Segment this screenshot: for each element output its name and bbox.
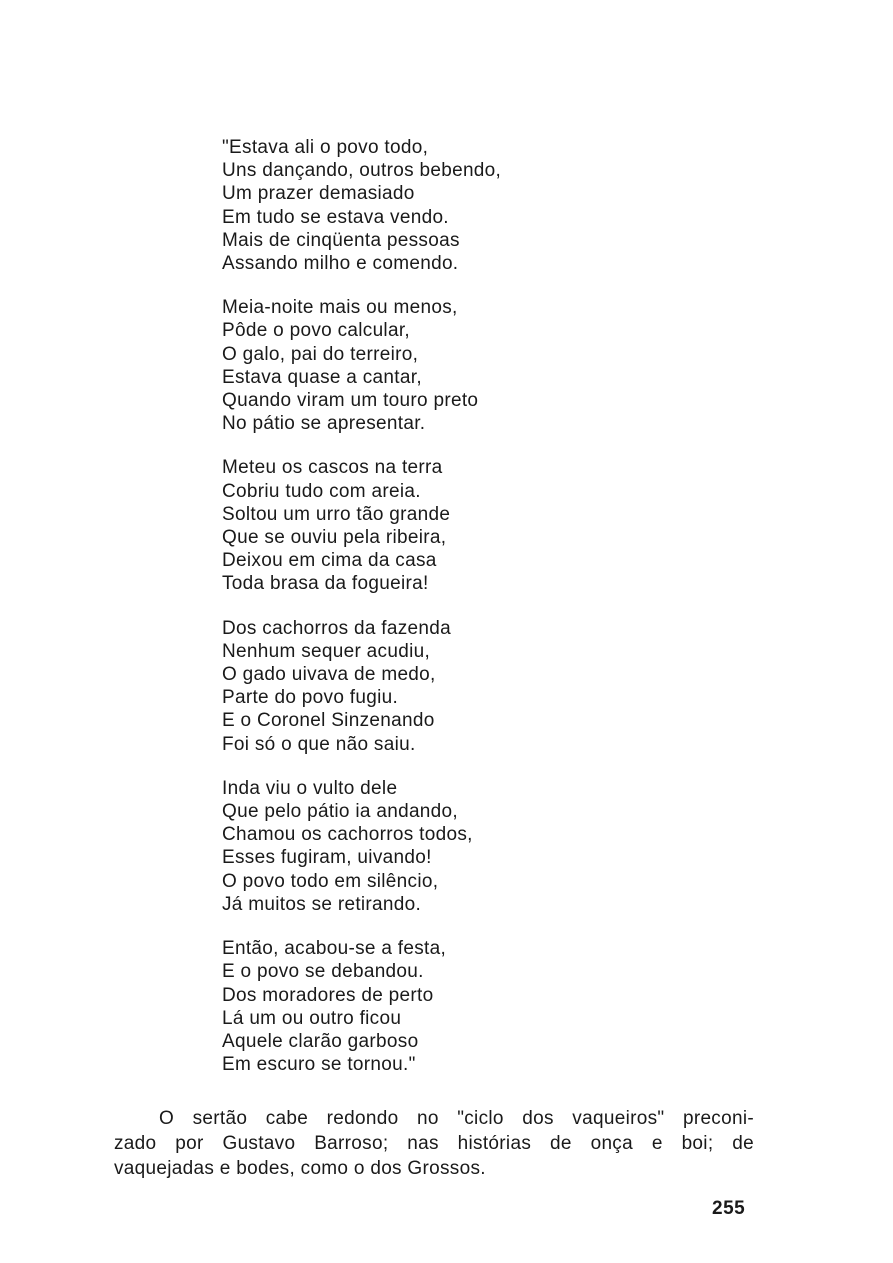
verse-line: Que se ouviu pela ribeira,: [222, 527, 447, 549]
verse-line: O gado uivava de medo,: [222, 664, 436, 686]
verse-line: Mais de cinqüenta pessoas: [222, 229, 460, 251]
stanza-1: [222, 136, 542, 275]
page-number: 255: [712, 1198, 746, 1219]
verse-line: "Estava ali o povo todo,: [222, 137, 429, 158]
verse-line: Em escuro se tornou.": [222, 1054, 416, 1076]
verse-line: Em tudo se estava vendo.: [222, 206, 449, 228]
verse-line: Um prazer demasiado: [222, 183, 415, 205]
verse-line: Soltou um urro tão grande: [222, 503, 451, 525]
verse-line: Já muitos se retirando.: [222, 893, 422, 915]
verse-line: Uns dançando, outros bebendo,: [222, 160, 502, 182]
verse-line: O povo todo em silêncio,: [222, 870, 439, 892]
verse-line: Assando milho e comendo.: [222, 253, 459, 275]
verse-line: Então, acabou-se a festa,: [222, 938, 447, 960]
stanza-3: [222, 456, 542, 595]
verse-line: Chamou os cachorros todos,: [222, 824, 473, 846]
verse-line: No pátio se apresentar.: [222, 413, 426, 435]
verse-line: Que pelo pátio ia andando,: [222, 801, 458, 823]
verse-line: O galo, pai do terreiro,: [222, 343, 419, 365]
verse-line: Estava quase a cantar,: [222, 366, 422, 388]
verse-line: Deixou em cima da casa: [222, 550, 437, 572]
verse-line: Toda brasa da fogueira!: [222, 573, 429, 595]
prose-paragraph: [114, 1106, 754, 1181]
prose-line: zado por Gustavo Barroso; nas histórias de onça e boi; de: [114, 1133, 754, 1154]
verse-line: Cobriu tudo com areia.: [222, 480, 421, 502]
verse-line: E o povo se debandou.: [222, 961, 424, 983]
stanza-5: [222, 777, 542, 916]
verse-line: E o Coronel Sinzenando: [222, 710, 435, 732]
verse-line: Lá um ou outro ficou: [222, 1007, 402, 1029]
poem: [222, 136, 542, 1097]
verse-line: Dos cachorros da fazenda: [222, 617, 451, 639]
verse-line: Quando viram um touro preto: [222, 390, 479, 412]
verse-line: Parte do povo fugiu.: [222, 687, 399, 709]
verse-line: Foi só o que não saiu.: [222, 733, 416, 755]
verse-line: Meia-noite mais ou menos,: [222, 297, 458, 319]
stanza-4: [222, 617, 542, 756]
stanza-6: [222, 937, 542, 1076]
verse-line: Dos moradores de perto: [222, 984, 434, 1006]
verse-line: Esses fugiram, uivando!: [222, 847, 432, 869]
verse-line: Meteu os cascos na terra: [222, 457, 443, 479]
verse-line: Nenhum sequer acudiu,: [222, 640, 431, 662]
verse-line: Inda viu o vulto dele: [222, 777, 398, 799]
verse-line: Aquele clarão garboso: [222, 1030, 419, 1052]
verse-line: Pôde o povo calcular,: [222, 320, 410, 342]
prose-line: O sertão cabe redondo no "ciclo dos vaqueiros" preconi-: [159, 1108, 754, 1129]
stanza-2: [222, 296, 542, 435]
prose-line: vaquejadas e bodes, como o dos Grossos.: [114, 1158, 486, 1179]
